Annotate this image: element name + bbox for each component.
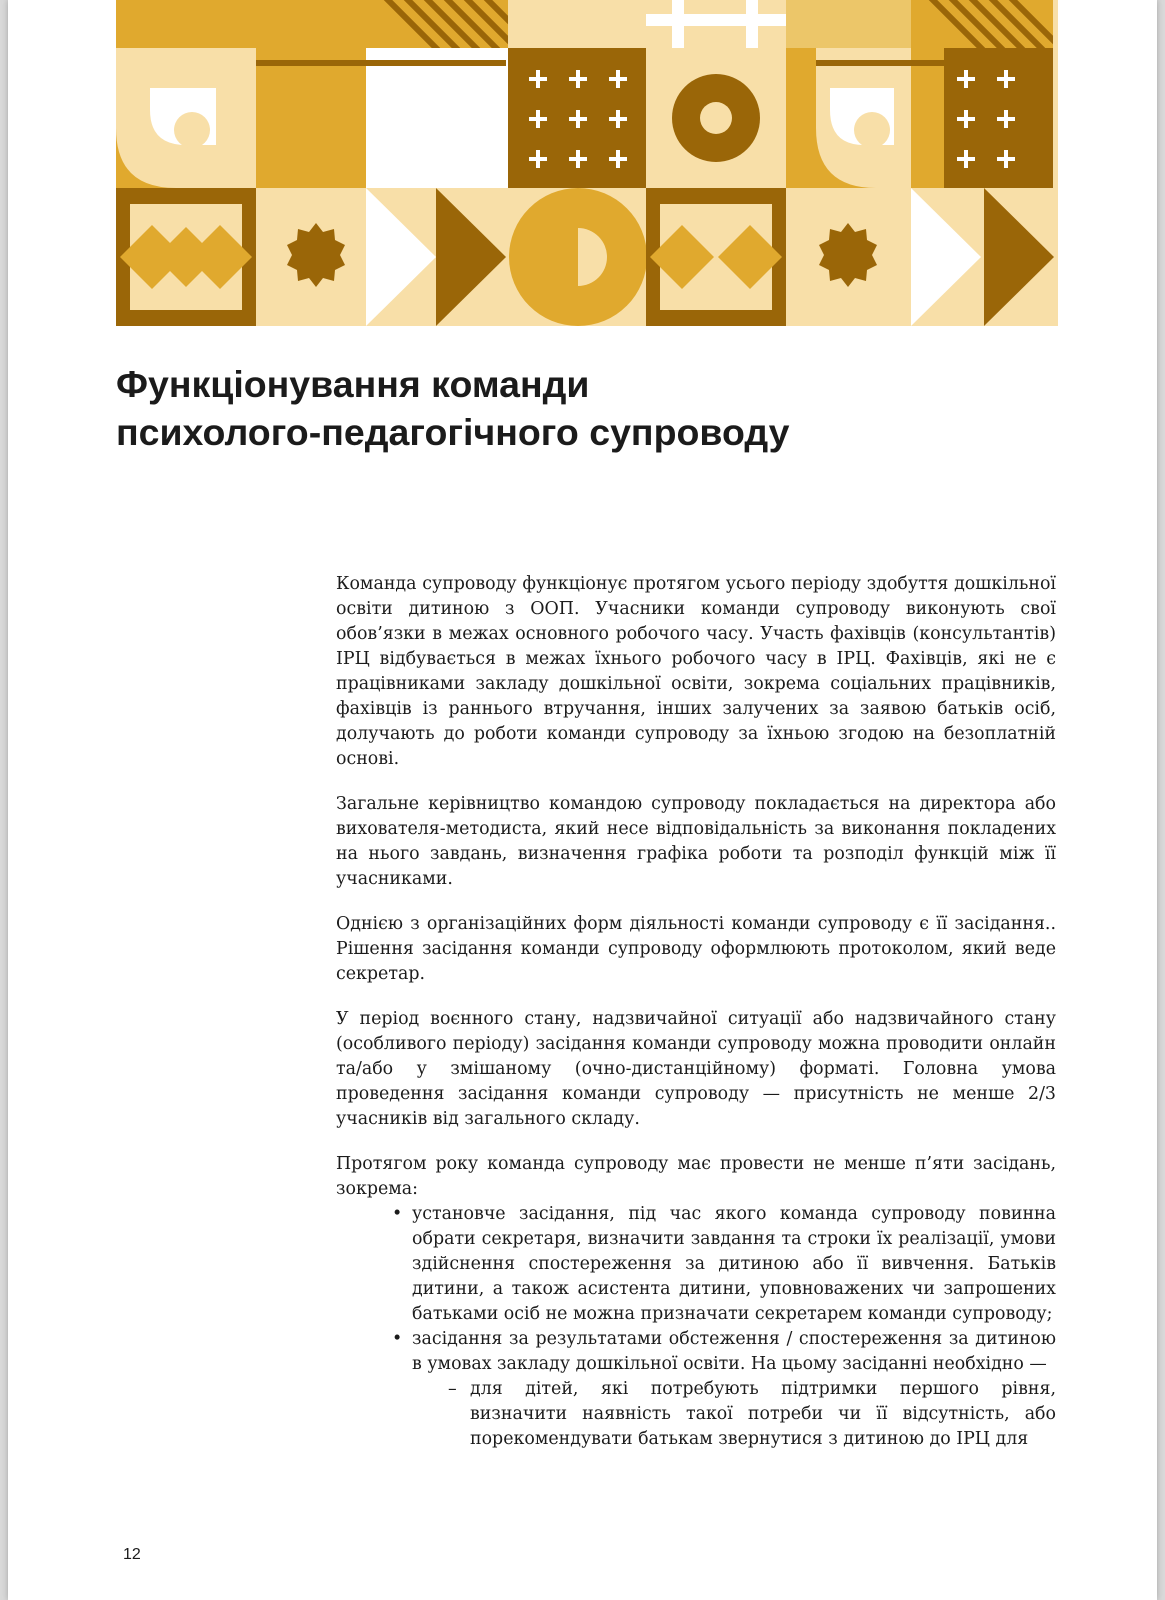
- tile-top-3: [508, 0, 646, 48]
- paragraph-1: Команда супроводу функціонує протягом усього періоду здобуття дошкільної освіти дитиною з ООП. Учасники команди супроводу виконують свої обов’язки в межах основного робочого часу. Участь фахівців (консультантів) ІРЦ відбувається в межах їхнього робочого часу в ІРЦ. Фахівців, які не є працівниками закладу дошкільної освіти, зокрема соціальних працівників, фахівців із раннього втручання, інших залучених за заявою батьків осіб, долучають до роботи команди супроводу за їхньою згодою на безоплатній основі.: [336, 574, 1056, 769]
- bullet-item-2-text: засідання за результатами обстеження / спостереження за дитиною в умовах закладу дошкільної освіти. На цьому засіданні необхідно —: [412, 1329, 1056, 1374]
- page-title: [116, 360, 1036, 456]
- paragraph-4: У період воєнного стану, надзвичайної ситуації або надзвичайного стану (особливого періоду) засідання команди супроводу можна проводити онлайн та/або у змішаному (очно-дистанційному) форматі. Головна умова проведення засідання команди супроводу — присутність не менше 2/3 учасників від загального складу.: [336, 1009, 1056, 1129]
- page-number: 12: [123, 1546, 141, 1563]
- document-page: [8, 0, 1157, 1600]
- title-line-1: Функціонування команди: [116, 363, 590, 405]
- paragraph-2: Загальне керівництво командою супроводу покладається на директора або вихователя-методиста, який несе відповідальність за виконання покладених на нього завдань, визначення графіка роботи та розподіл функцій між її учасниками.: [336, 794, 1056, 889]
- decorative-banner: [116, 0, 1058, 326]
- bullet-list: [336, 1202, 1056, 1452]
- title-line-2: психолого-педагогічного супроводу: [116, 411, 790, 453]
- paragraph-3: Однією з організаційних форм діяльності команди супроводу є її засідання.. Рішення засідання команди супроводу оформлюють протоколом, який веде секретар.: [336, 914, 1056, 984]
- bullet-item-2: [412, 1327, 1056, 1452]
- body-text: [336, 572, 1056, 1452]
- sub-bullet-list: [412, 1377, 1056, 1452]
- bullet-item-1: • установче засідання, під час якого команда супроводу повинна обрати секретаря, визначити завдання та строки їх реалізації, умови здійснення спостереження за дитиною або її вивчення. Батьків дитини, а також асистента дитини, уповноважених чи запрошених батьками осіб не можна призначати секретарем команди супроводу;: [412, 1202, 1056, 1327]
- paragraph-5: Протягом року команда супроводу має провести не менше п’яти засідань, зокрема:: [336, 1154, 1056, 1199]
- tile-top-5: [786, 0, 911, 48]
- sub-bullet-item-1: – для дітей, які потребують підтримки першого рівня, визначити наявність такої потреби чи її відсутність, або порекомендувати батькам звернутися з дитиною до ІРЦ для: [470, 1377, 1056, 1452]
